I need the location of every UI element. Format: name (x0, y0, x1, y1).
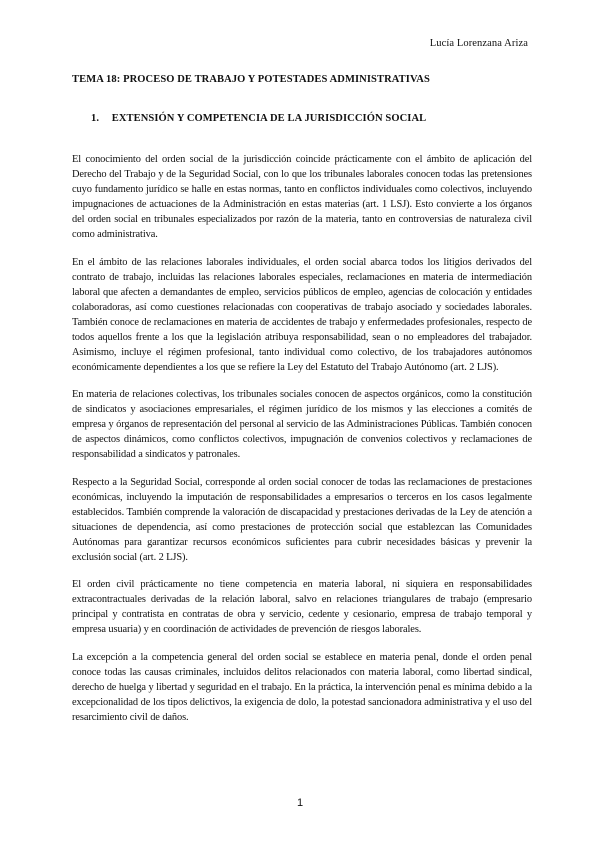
section-number: 1. (91, 113, 100, 124)
paragraph: Respecto a la Seguridad Social, corresponde al orden social conocer de todas las reclamaciones de prestaciones económicas, incluyendo la imputación de responsabilidades a empresarios o terceros en los casos legalmente establecidos. También comprende la valoración de discapacidad y prestaciones derivadas de la Ley de atención a situaciones de dependencia, así como prestaciones de protección social que establezcan las Comunidades Autónomas para garantizar recursos económicos suficientes para cubrir necesidades básicas y prevenir la exclusión social (art. 2 LJS). (72, 476, 532, 563)
document-title: TEMA 18: PROCESO DE TRABAJO Y POTESTADES ADMINISTRATIVAS (72, 74, 430, 85)
paragraph: El conocimiento del orden social de la jurisdicción coincide prácticamente con el ámbito de aplicación del Derecho del Trabajo y de la Seguridad Social, con lo que los tribunales laborales conocen todas las pretensiones cuyo fundamento jurídico se halle en estas normas, tanto en conflictos individuales como colectivos, incluyendo impugnaciones de actuaciones de la Administración en estas materias (art. 1 LSJ). Esto convierte a los órganos del orden social en tribunales especializados por razón de la materia, tanto en controversias de naturaleza civil como administrativa. (72, 154, 532, 240)
page-number: 1 (296, 797, 304, 809)
paragraph: La excepción a la competencia general del orden social se establece en materia penal, donde el orden penal conoce todas las causas criminales, incluidos delitos relacionados con materia laboral, como libertad sindical, derecho de huelga y libertad y seguridad en el trabajo. En la práctica, la intervención penal es mínima debido a la excepcionalidad de los tipos delictivos, la exigencia de dolo, la potestad sancionadora administrativa y el uso del resarcimiento civil de daños. (72, 651, 532, 723)
section-heading-text: EXTENSIÓN Y COMPETENCIA DE LA JURISDICCIÓN SOCIAL (111, 113, 427, 124)
paragraph: El orden civil prácticamente no tiene competencia en materia laboral, ni siquiera en responsabilidades extracontractuales derivadas de la relación laboral, salvo en relaciones triangulares de trabajo (empresario principal y contratista en contratas de obra y servicio, cedente y cesionario, empresa de trabajo temporal y empresa usuaria) y en coordinación de actividades de prevención de riesgos laborales. (72, 579, 532, 635)
header-author: Lucía Lorenzana Ariza (429, 38, 528, 49)
paragraph: En el ámbito de las relaciones laborales individuales, el orden social abarca todos los litigios derivados del contrato de trabajo, incluidas las relaciones laborales especiales, reclamaciones en materia de intermediación laboral que afecten a demandantes de empleo, servicios públicos de empleo, agencias de colocación y entidades colaboradoras, así como cuestiones relacionadas con cooperativas de trabajo asociado y sociedades laborales. También conoce de reclamaciones en materia de accidentes de trabajo y enfermedades profesionales, respecto de todos aquellos frente a los que la legislación atribuya responsabilidad, sean o no empleadores del trabajador. Asimismo, incluye el régimen profesional, tanto individual como colectivo, de los trabajadores autónomos económicamente dependientes a los que se refiere la Ley del Estatuto del Trabajo Autónomo (art. 2 LJS). (72, 256, 532, 373)
body-text (72, 152, 532, 737)
section-heading (91, 113, 531, 124)
paragraph: En materia de relaciones colectivas, los tribunales sociales conocen de aspectos orgánicos, como la constitución de sindicatos y asociaciones empresariales, el régimen jurídico de los mismos y las elecciones a comités de empresa y órganos de representación del personal al servicio de las Administraciones Públicas. También conocen de aspectos dinámicos, como conflictos colectivos, impugnación de convenios colectivos y reclamaciones de responsabilidad a sindicatos y patronales. (72, 389, 532, 460)
